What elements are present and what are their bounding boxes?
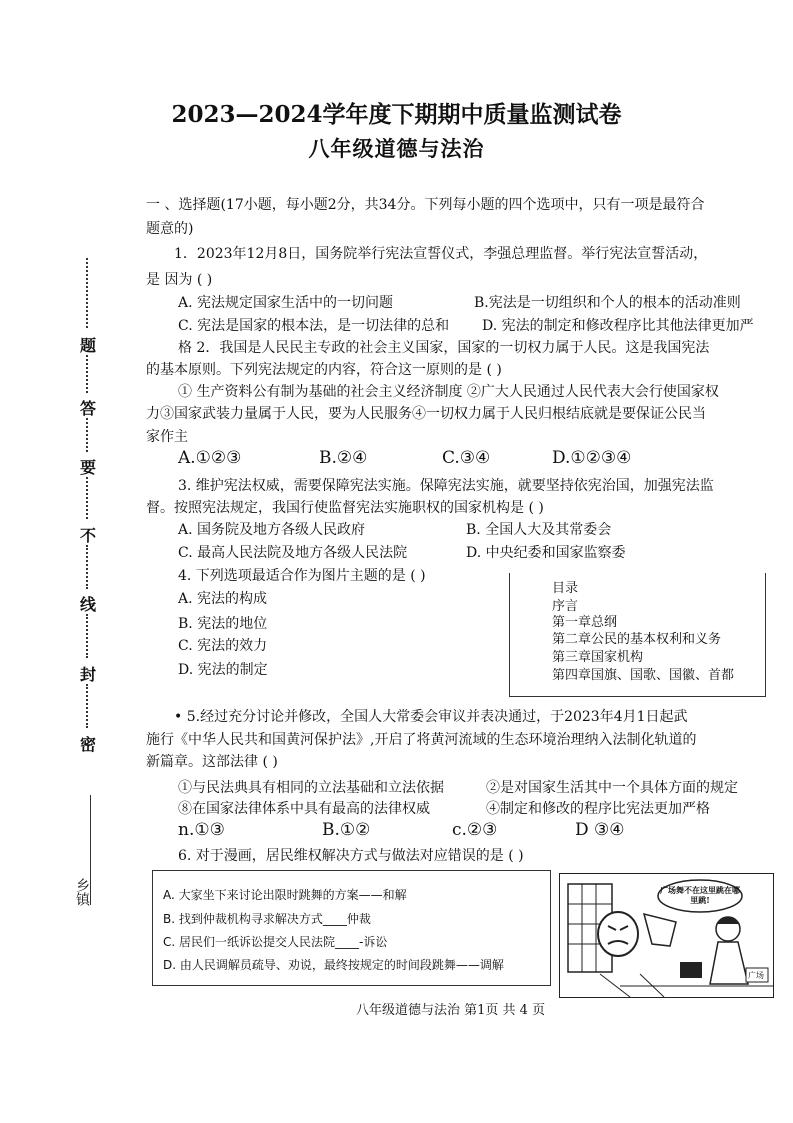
q5-answer-d: D ③④ [575, 820, 625, 840]
q2-item-line: 力③国家武装力量属于人民，要为人民服务④一切权力属于人民归根结底就是要保证公民当 [146, 406, 706, 422]
toc-line: 第三章国家机构 [552, 650, 644, 665]
toc-line: 第二章公民的基本权利和义务 [552, 632, 722, 647]
seal-char: 要 [80, 458, 97, 477]
q1-option-d: D. 宪法的制定和修改程序比其他法律更加严 [482, 318, 754, 334]
q5-stem-cont: 施行《中华人民共和国黄河保护法》,开启了将黄河流域的生态环境治理纳入法制化轨道的 [146, 732, 697, 748]
q6-option-c: C. 居民们一纸诉讼提交人民法院____-诉讼 [163, 935, 388, 949]
seal-char: 密 [80, 735, 97, 754]
toc-left-border [509, 573, 510, 696]
seal-dotted-line [86, 355, 88, 393]
section-heading: 一 、选择题(17小题，每小题2分，共34分。下列每小题的四个选项中，只有一项是最符合 [146, 197, 705, 213]
q2-answer-c: C.③④ [442, 448, 491, 468]
q6-option-d: D. 由人民调解员疏导、劝说，最终按规定的时间段跳舞——调解 [163, 958, 504, 972]
q5-answer-c: c.②③ [452, 820, 498, 840]
q6-stem: 6. 对于漫画，居民维权解决方式与做法对应错误的是 ( ) [178, 848, 524, 864]
q1-stem-cont: 是 因为 ( ) [146, 272, 213, 288]
q4-option-d: D. 宪法的制定 [178, 662, 268, 678]
exam-title: 2023—2024学年度下期期中质量监测试卷 [171, 101, 622, 128]
cartoon-sign-text: 广场 [748, 971, 764, 980]
q5-item-4: ④制定和修改的程序比宪法更加严格 [486, 801, 710, 817]
exam-subject: 八年级道德与法治 [308, 136, 485, 161]
q3-option-b: B. 全国人大及其常委会 [466, 522, 612, 538]
q4-option-b: B. 宪法的地位 [178, 616, 268, 632]
q4-stem: 4. 下列选项最适合作为图片主题的是 ( ) [178, 568, 426, 584]
q1-option-a: A. 宪法规定国家生活中的一切问题 [178, 295, 394, 311]
seal-dotted-line [86, 477, 88, 519]
q3-option-d: D. 中央纪委和国家监察委 [466, 545, 626, 561]
toc-line: 目录 [552, 581, 579, 596]
cartoon-speech-bubble-text: 广场舞不在这里跳在哪里跳! [660, 885, 740, 905]
q3-option-c: C. 最高人民法院及地方各级人民法院 [178, 545, 408, 561]
q2-item-line: ① 生产资料公有制为基础的社会主义经济制度 ②广大人民通过人民代表大会行使国家权 [178, 384, 719, 400]
q2-item-line: 家作主 [146, 429, 188, 445]
township-label: 乡镇 [74, 878, 90, 906]
cartoon-illustration [559, 873, 774, 998]
seal-char: 不 [80, 526, 97, 545]
q5-item-2: ②是对国家生活其中一个具体方面的规定 [486, 780, 738, 796]
toc-bottom-border [509, 696, 766, 697]
q5-stem: • 5.经过充分讨论并修改，全国人大常委会审议并表决通过，于2023年4月1日起武 [174, 709, 688, 725]
q1-option-c: C. 宪法是国家的根本法，是一切法律的总和 [178, 318, 450, 334]
seal-dotted-line [86, 614, 88, 658]
q5-answer-a: n.①③ [178, 820, 225, 840]
q6-option-a: A. 大家坐下来讨论出限时跳舞的方案——和解 [163, 888, 407, 902]
q1-stem: 1．2023年12月8日，国务院举行宪法宣誓仪式，李强总理监督。举行宪法宣誓活动， [174, 246, 708, 262]
q5-stem-cont: 新篇章。这部法律 ( ) [146, 754, 278, 770]
q2-answer-a: A.①②③ [178, 448, 242, 468]
seal-char: 答 [80, 399, 97, 418]
toc-line: 第四章国旗、国歌、国徽、首都 [552, 668, 735, 683]
q2-stem-cont: 的基本原则。下列宪法规定的内容，符合这一原则的是 ( ) [146, 362, 502, 378]
seal-dotted-line [86, 684, 88, 728]
toc-right-border [765, 573, 766, 696]
seal-char: 封 [80, 665, 97, 684]
township-fill-line [90, 795, 91, 905]
toc-line: 第一章总纲 [552, 615, 618, 630]
q5-answer-b: B.①② [322, 820, 371, 840]
q2-answer-b: B.②④ [319, 448, 368, 468]
q5-item-1: ①与民法典具有相同的立法基础和立法依据 [178, 780, 444, 796]
section-heading-cont: 题意的) [146, 221, 194, 237]
q5-item-3: ⑧在国家法律体系中具有最高的法律权威 [178, 801, 430, 817]
q3-option-a: A. 国务院及地方各级人民政府 [178, 522, 366, 538]
q4-option-c: C. 宪法的效力 [178, 638, 268, 654]
seal-dotted-line [86, 545, 88, 589]
q2-stem: 格 2．我国是人民民主专政的社会主义国家，国家的一切权力属于人民。这是我国宪法 [178, 340, 710, 356]
q4-option-a: A. 宪法的构成 [178, 591, 268, 607]
seal-dotted-line [86, 418, 88, 452]
q2-answer-d: D.①②③④ [552, 448, 632, 468]
seal-char: 题 [80, 336, 97, 355]
seal-char: 线 [80, 595, 97, 614]
q6-option-b: B. 找到仲裁机构寻求解决方式____仲裁 [163, 912, 371, 926]
toc-line: 序言 [552, 599, 579, 614]
seal-dotted-line [86, 258, 88, 328]
q3-stem-cont: 督。按照宪法规定，我国行使监督宪法实施职权的国家机构是 ( ) [146, 500, 544, 516]
q3-stem: 3. 维护宪法权威，需要保障宪法实施。保障宪法实施，就要坚持依宪治国，加强宪法监 [178, 478, 714, 494]
page-footer: 八年级道德与法治 第1页 共 4 页 [356, 1003, 546, 1018]
q1-option-b: B.宪法是一切组织和个人的根本的活动准则 [474, 295, 741, 311]
